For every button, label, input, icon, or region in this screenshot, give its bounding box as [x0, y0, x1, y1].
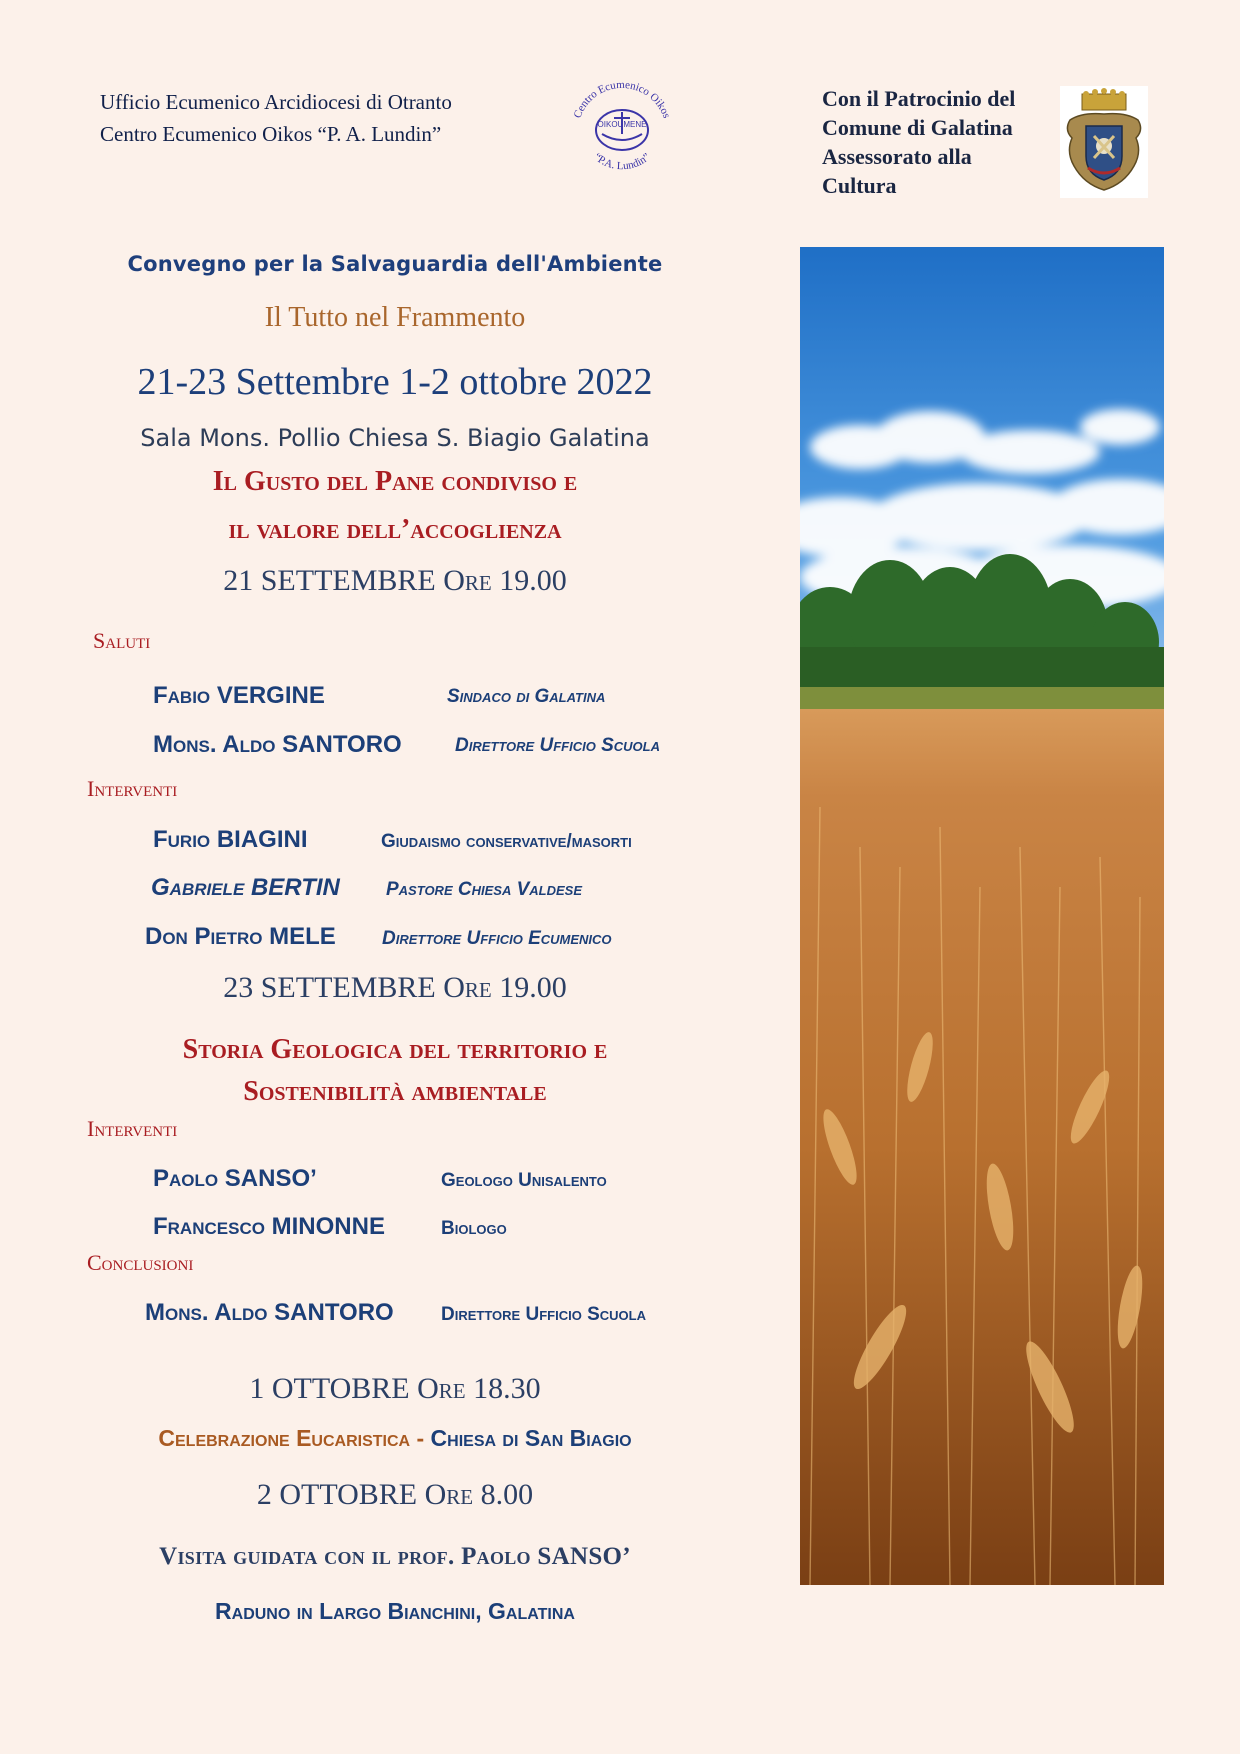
- day2-interventi-name-1: Paolo SANSO’: [153, 1165, 317, 1192]
- organizer-line-2: Centro Ecumenico Oikos “P. A. Lundin”: [100, 122, 442, 146]
- interventi-label-1: Interventi: [87, 776, 178, 801]
- day3-celebration-line: [0, 1425, 790, 1452]
- interventi-role-3: Direttore Ufficio Ecumenico: [382, 928, 612, 949]
- day1-title-line-2: il valore dell’accoglienza: [228, 514, 562, 545]
- saluti-name-2: Mons. Aldo SANTORO: [153, 731, 402, 758]
- patronage-line-3: Assessorato alla: [822, 144, 972, 169]
- conclusioni-role-1: Direttore Ufficio Scuola: [441, 1304, 646, 1325]
- svg-text:“P.A. Lundin”: [591, 151, 652, 172]
- conclusioni-label: Conclusioni: [87, 1250, 194, 1275]
- seal-text-bottom: “P.A. Lundin”: [591, 151, 653, 173]
- interventi-label-2: Interventi: [87, 1116, 178, 1141]
- day1-title-line-1: Il Gusto del Pane condiviso e: [212, 466, 578, 497]
- event-dates: 21-23 Settembre 1-2 ottobre 2022: [137, 361, 653, 403]
- day2-interventi-role-2: Biologo: [441, 1218, 507, 1239]
- convegno-title: Convegno per la Salvaguardia dell'Ambiente: [127, 252, 663, 276]
- saluti-name-1: Fabio VERGINE: [153, 682, 325, 709]
- patronage-block: [822, 84, 1015, 200]
- day1-date: 21 SETTEMBRE Ore 19.00: [223, 564, 567, 597]
- day3-date: 1 OTTOBRE Ore 18.30: [249, 1372, 541, 1405]
- organizer-line-1: Ufficio Ecumenico Arcidiocesi di Otranto: [100, 90, 452, 114]
- event-subtitle: Il Tutto nel Frammento: [264, 302, 526, 333]
- saluti-label: Saluti: [93, 628, 151, 653]
- patronage-line-2: Comune di Galatina: [822, 115, 1013, 140]
- interventi-name-2: Gabriele BERTIN: [151, 874, 340, 901]
- wheat-field-photo: [800, 247, 1164, 1585]
- oikos-seal-logo: [558, 74, 686, 184]
- organizer-block: [100, 86, 452, 150]
- celebration-place: Chiesa di San Biagio: [430, 1425, 632, 1451]
- interventi-role-2: Pastore Chiesa Valdese: [386, 879, 583, 900]
- seal-word: OIKOUMENE: [597, 120, 647, 129]
- saluti-role-2: Direttore Ufficio Scuola: [455, 735, 660, 756]
- patronage-line-4: Cultura: [822, 173, 897, 198]
- celebration-label: Celebrazione Eucaristica: [158, 1425, 411, 1451]
- celebration-separator: -: [410, 1425, 431, 1451]
- seal-text-top: Centro Ecumenico Oikos: [571, 78, 673, 120]
- patronage-line-1: Con il Patrocinio del: [822, 86, 1016, 111]
- day4-visit: Visita guidata con il prof. Paolo SANSO’: [159, 1543, 631, 1570]
- conclusioni-name-1: Mons. Aldo SANTORO: [145, 1299, 394, 1326]
- interventi-name-1: Furio BIAGINI: [153, 826, 308, 853]
- day4-date: 2 OTTOBRE Ore 8.00: [256, 1478, 534, 1511]
- day2-title-line-2: Sostenibilità ambientale: [243, 1076, 547, 1107]
- day2-interventi-role-1: Geologo Unisalento: [441, 1170, 607, 1191]
- interventi-role-1: Giudaismo conservative/masorti: [381, 831, 632, 852]
- saluti-role-1: Sindaco di Galatina: [447, 686, 606, 707]
- day2-title-line-1: Storia Geologica del territorio e: [182, 1034, 608, 1065]
- galatina-coat-of-arms: [1060, 86, 1148, 198]
- day2-interventi-name-2: Francesco MINONNE: [153, 1213, 385, 1240]
- day2-date: 23 SETTEMBRE Ore 19.00: [223, 971, 567, 1004]
- event-venue: Sala Mons. Pollio Chiesa S. Biagio Galatina: [140, 424, 650, 452]
- interventi-name-3: Don Pietro MELE: [145, 923, 336, 950]
- day4-meeting: Raduno in Largo Bianchini, Galatina: [215, 1598, 575, 1624]
